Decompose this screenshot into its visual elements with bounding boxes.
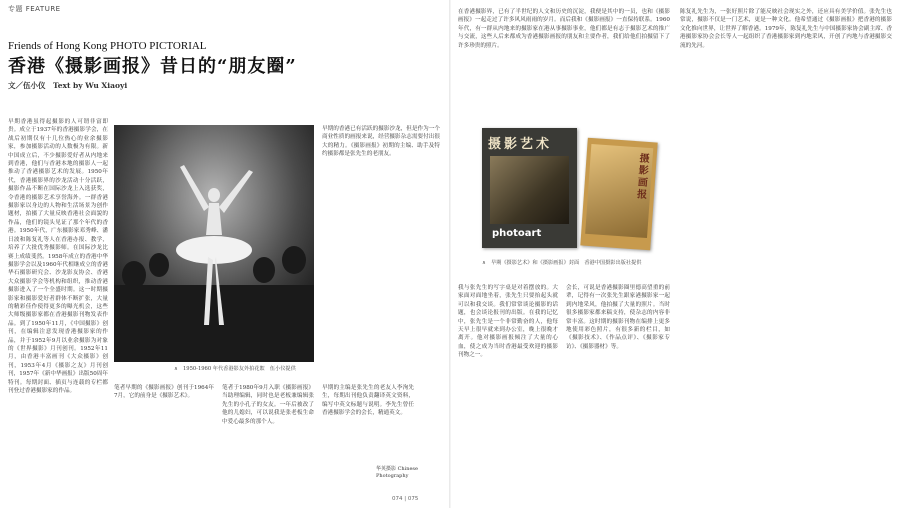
publication-stamp: 华英摄影 Chinese Photography bbox=[376, 466, 418, 479]
dancer-photo-illustration bbox=[114, 125, 314, 362]
right-column-2: 我与张先生的写字桌是对着摆放的。大家面对面地坐着，张先生只要抬起头就可以和我交谈。我们常常谈论摄影的话题，也会谈论报刊的出版。在我的记忆中，张先生是一个非常勤奋的人，他每天早上很早就来到办公室，晚上很晚才离开。他对摄影画报倾注了大量的心血，使之成为当时香港最受欢迎的摄影刊物之一。 bbox=[458, 285, 558, 359]
right-column-3: 会长，可说是香港摄影圈里德高望重的前辈，记得有一次张先生跟家港摄影家一起到内地采风，他拍摄了大量的照片。当时很多摄影家都来稿支持，使杂志的内容非常丰富。这时期的摄影刊物在编排上更多地使用彩色照片，有很多新的栏目，如《摄影技术》、《作品点评》、《摄影家专访》、《摄影器材》等。 bbox=[566, 285, 670, 350]
right-page bbox=[450, 0, 900, 508]
photo-pictorial-magazine-cover bbox=[580, 138, 657, 251]
left-column-2: 笔者早期的《摄影画报》创刊于1964年7月，它的前身是《摄影艺术》。 bbox=[114, 385, 214, 400]
left-column-1: 早期香港虽得起摄影的人可谓非富即贵。成立于1937年的香港摄影学会，在战后初期仅有十几位热心的业余摄影家，参加摄影活动的人数极为有限。新中国成立后，不少摄影爱好者从内地来到香港，他们与香港本地的摄影人一起推动了香港摄影艺术的发展。1950年代，香港摄影界的沙龙活动十分活跃，摄影作品不断在国际沙龙上入选获奖，令香港的摄影艺术享誉海外。一群香港摄影家以身边的人物和生活场景为创作题材，拍摄了大量反映香港社会面貌的作品，他们的镜头见证了那个年代的香港。1950年代，广东摄影家邓秀峰、潘日波和陈复礼等人在香港办报、教学，培养了大批优秀摄影师。在国际沙龙比赛上成绩斐然。1958年成立的香港中华摄影学会以及1960年代相继成立的香港华石摄影研究会、沙龙影友协会、香港大众摄影学会等机构和组织，推动香港摄影进入了一个全盛时期。这一时期摄影家和摄影爱好者群体不断扩张，大量的精彩佳作使得更多的曝光机会，这些大师级摄影家都在香港摄影刊物发表作品。到了1950年11月，《中国摄影》创刊，在编辑注意发现香港摄影家的作品，并于1952年9月以业余摄影为对象的《世界摄影》月刊创刊。1952年11月，由香港丰富画刊《大众摄影》创刊，1953年4月《摄影之友》月刊创刊，1957年《新中华画报》出版50周年特刊。每期封面、插页与连载的专栏都刊登过香港摄影家的作品。 bbox=[8, 119, 108, 394]
left-column-4: 早期的主编是张先生的老友人李洵先生，每期出刊他负责翻译英文资料，编写中英文标题与说明。李先生曾任香港摄影学会的会长，精通英文。 bbox=[322, 385, 414, 417]
article-kicker: Friends of Hong Kong PHOTO PICTORIAL bbox=[8, 40, 207, 52]
article-title: 香港《摄影画报》昔日的“朋友圈” bbox=[8, 56, 297, 77]
article-byline: 文／伍小仪 Text by Wu Xiaoyi bbox=[8, 81, 128, 90]
dancer-photo bbox=[114, 125, 314, 362]
photoart-cover-title: 摄影艺术 bbox=[488, 137, 553, 152]
page-number: 074 | 075 bbox=[392, 496, 419, 502]
photoart-cover-image bbox=[490, 156, 569, 224]
photo-pictorial-cover-title: 摄影画报 bbox=[636, 153, 650, 201]
right-column-4: 陈复礼先生为，一张好照片除了能反映社会现实之外，还应具有美学价值。张先生也常说，摄影不仅是一门艺术，更是一种文化。他希望通过《摄影画报》把香港的摄影文化推向世界，让世界了解香港。1979年，陈复礼先生与中国摄影家协会副主席、香港摄影家协会会长等人一起组织了香港摄影家到内地采风，开创了内地与香港摄影交流的先河。 bbox=[680, 9, 892, 49]
dancer-photo-caption: ∧ 1950-1960 年代香港影友外拍花絮 伍小仪提供 bbox=[174, 366, 296, 372]
section-label: 专题 FEATURE bbox=[8, 5, 61, 13]
photoart-magazine-cover bbox=[482, 128, 577, 248]
right-column-1: 在香港摄影界，已有了半世纪的人文和历史的沉淀，我便是其中的一员，也和《摄影画报》一起走过了许多风风雨雨的岁月。而后我和《摄影画报》一直保持联系。1960年代，有一群从内地来的摄影家在港从事摄影事业，他们都是有志于摄影艺术的推广与交流，这些人后来都成为香港摄影画报的朋友和主要作者，我们给他们拍摄留下了许多珍贵的照片。 bbox=[458, 9, 670, 49]
magazine-covers-caption: ∧ 早期《摄影艺术》和《摄影画报》封面 香港中国摄影出版社提供 bbox=[482, 260, 642, 266]
photoart-cover-subtitle: photoart bbox=[492, 228, 542, 239]
left-column-5: 早期的香港已有活跃的摄影沙龙，但是作为一个商业性质的画报来说，经营摄影杂志需要付出很大的精力。《摄影画报》初期的主编、助手及特约摄影都是张先生的老朋友。 bbox=[322, 126, 440, 158]
left-column-3: 笔者于1980年9月入职《摄影画报》当助理编辑，同时也是老板兼编辑张先生的小孔子的女友。一年后被改了他的儿媳妇，可以说我是张老板生命中爱心最多的那个人。 bbox=[222, 385, 314, 425]
